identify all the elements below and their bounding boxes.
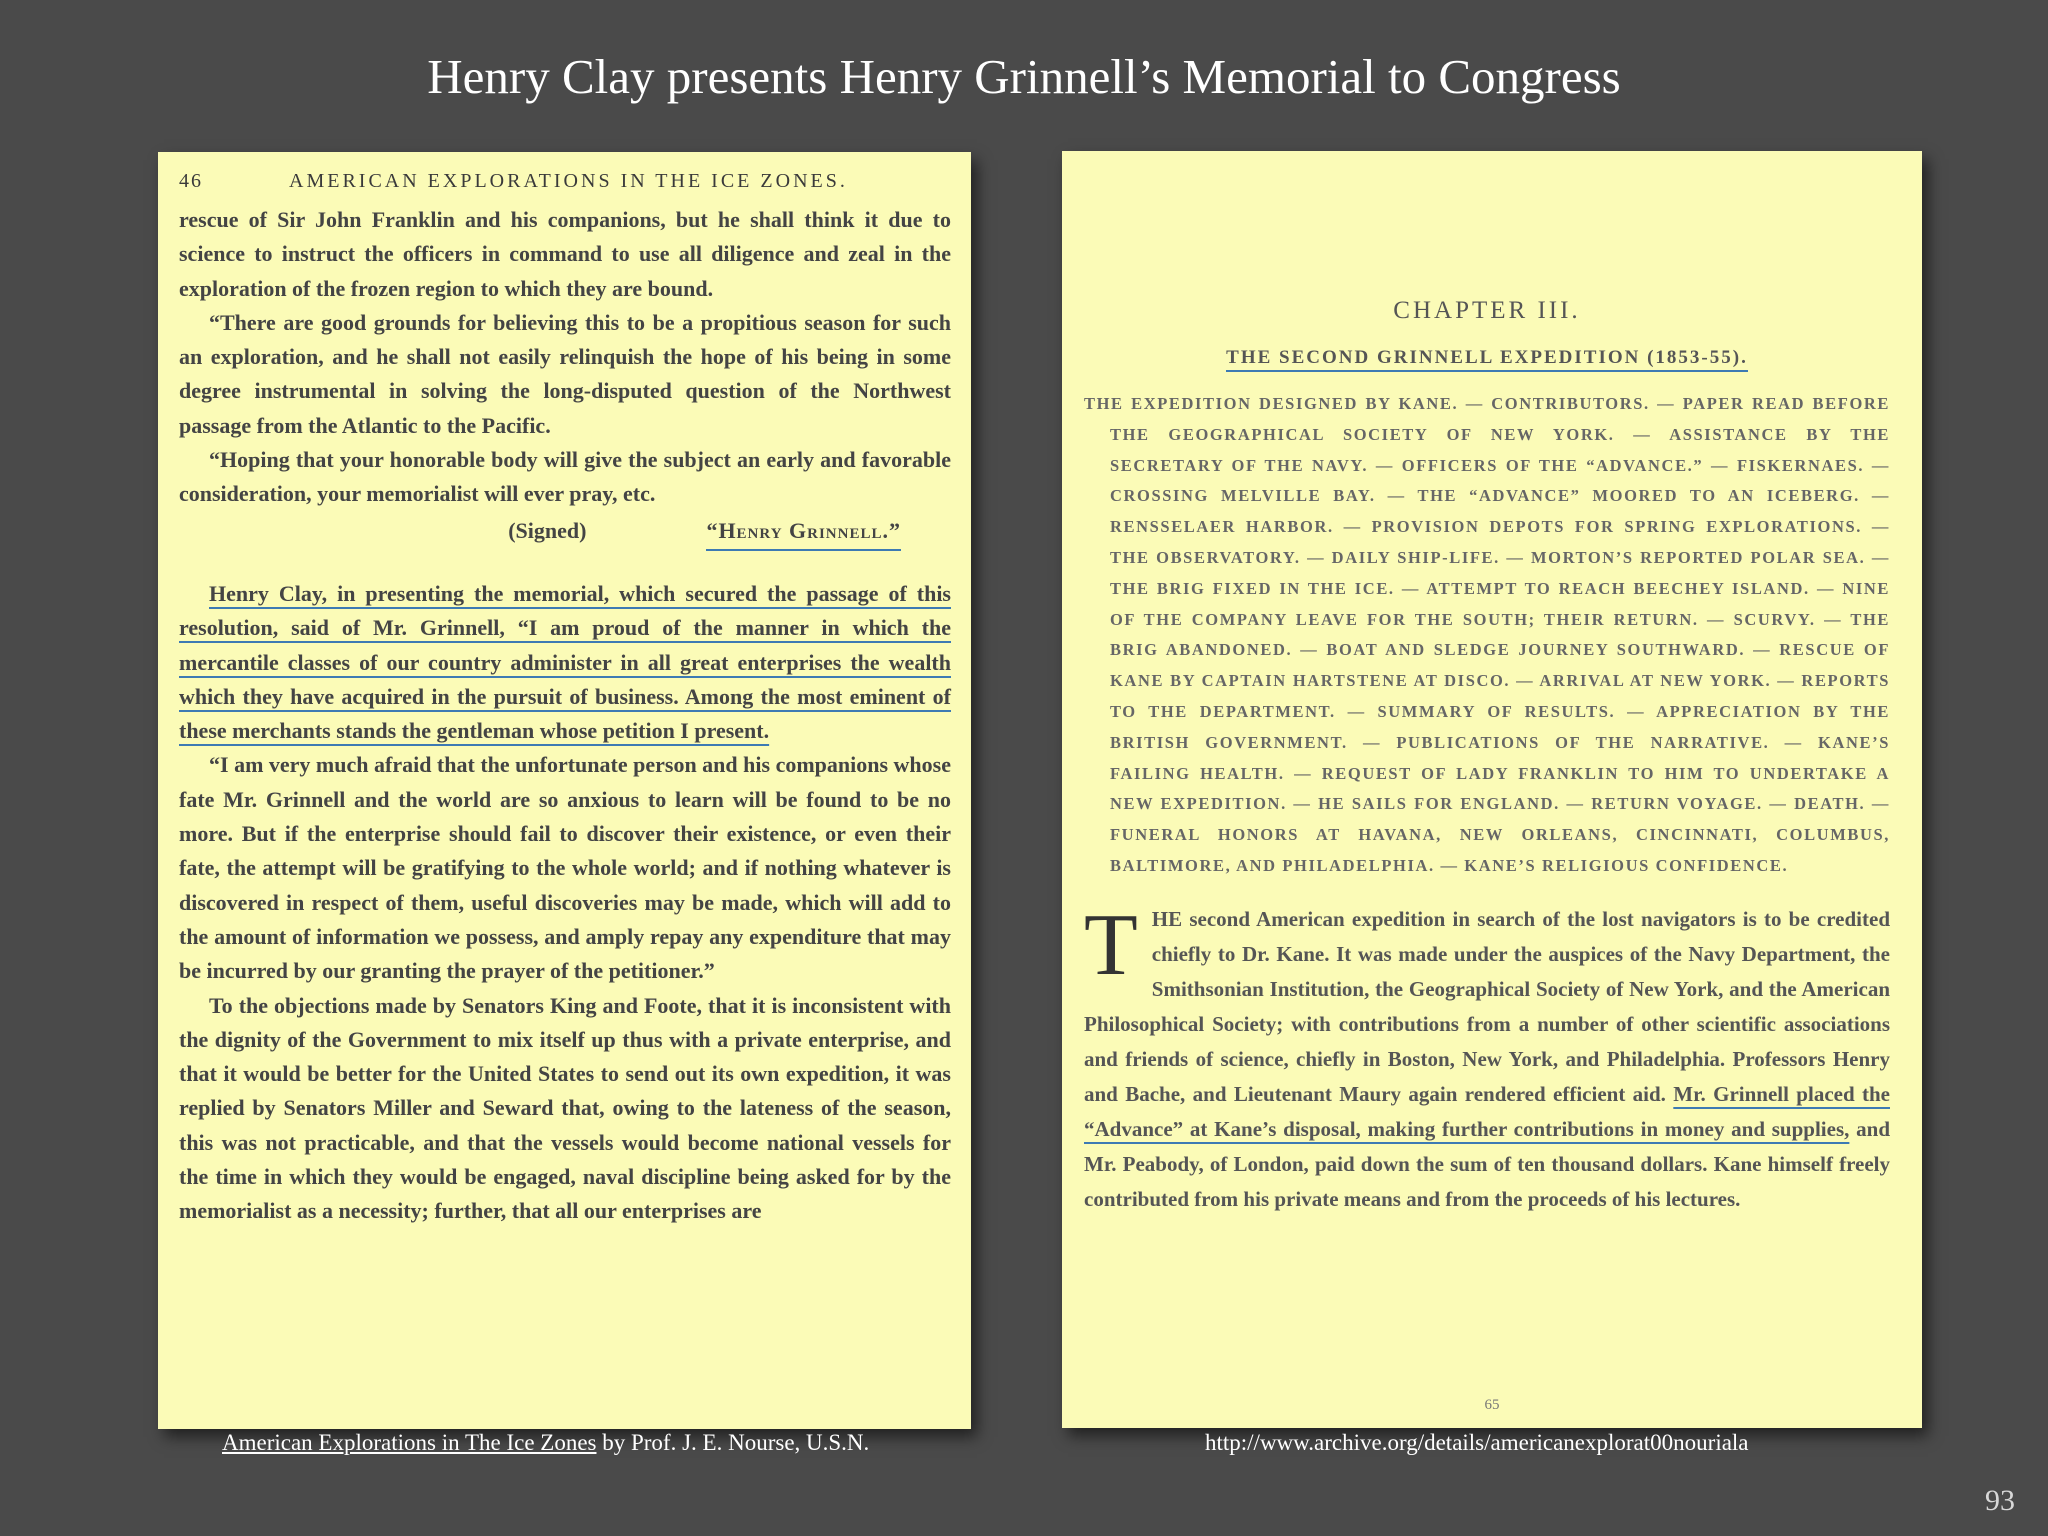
body-text-end: and Mr. Peabody, of London, paid down the sum of ten thousand dollars. Kane himself freely contributed from his private means and from the proceeds of his lectures. — [1084, 1116, 1890, 1211]
paragraph: To the objections made by Senators King and Foote, that it is inconsistent with the dignity of the Government to mix itself up thus with a private enterprise, and that it would be better for the United States to send out its own expedition, it was replied by Senators Miller and Seward that, owing to the lateness of the season, this was not practicable, and that the vessels would become national vessels for the time in which they would be engaged, naval discipline being asked for by the memorialist as a necessity; further, that all our enterprises are — [179, 992, 951, 1224]
signed-name: “Henry Grinnell.” — [706, 514, 901, 551]
chapter-body — [1084, 896, 1890, 1217]
left-caption — [222, 1430, 869, 1456]
paragraph: “There are good grounds for believing this to be a propitious season for such an exploration, and he shall not easily relinquish the hope of his being in some degree instrumental in solving the long-disputed question of the Northwest passage from the Atlantic to the Pacific. — [179, 309, 951, 438]
left-book-page — [158, 152, 971, 1429]
paragraph: “Hoping that your honorable body will give the subject an early and favorable consideration, your memorialist will ever pray, etc. — [179, 447, 951, 507]
underlined-quote: Henry Clay, in presenting the memorial, which secured the passage of this resolution, said of Mr. Grinnell, “I am proud of the manner in which the mercantile classes of our country administer in all great enterprises the wealth which they have acquired in the pursuit of business. Among the most eminent of these merchants stands the gentleman whose petition I present. — [179, 580, 951, 744]
chapter-summary: THE EXPEDITION DESIGNED BY KANE. — CONTRIBUTORS. — PAPER READ BEFORE THE GEOGRAPHICAL SOCIETY OF NEW YORK. — ASSISTANCE BY THE SECRETARY OF THE NAVY. — OFFICERS OF THE “ADVANCE.” — FISKERNAES. — CROSSING MELVILLE BAY. — THE “ADVANCE” MOORED TO AN ICEBERG. — RENSSELAER HARBOR. — PROVISION DEPOTS FOR SPRING EXPLORATIONS. — THE OBSERVATORY. — DAILY SHIP-LIFE. — MORTON’S REPORTED POLAR SEA. — THE BRIG FIXED IN THE ICE. — ATTEMPT TO REACH BEECHEY ISLAND. — NINE OF THE COMPANY LEAVE FOR THE SOUTH; THEIR RETURN. — SCURVY. — THE BRIG ABANDONED. — BOAT AND SLEDGE JOURNEY SOUTHWARD. — RESCUE OF KANE BY CAPTAIN HARTSTENE AT DISCO. — ARRIVAL AT NEW YORK. — REPORTS TO THE DEPARTMENT. — SUMMARY OF RESULTS. — APPRECIATION BY THE BRITISH GOVERNMENT. — PUBLICATIONS OF THE NARRATIVE. — KANE’S FAILING HEALTH. — REQUEST OF LADY FRANKLIN TO HIM TO UNDERTAKE A NEW EXPEDITION. — HE SAILS FOR ENGLAND. — RETURN VOYAGE. — DEATH. — FUNERAL HONORS AT HAVANA, NEW ORLEANS, CINCINNATI, COLUMBUS, BALTIMORE, AND PHILADELPHIA. — KANE’S RELIGIOUS CONFIDENCE. — [1084, 394, 1890, 875]
page-footer-number: 65 — [1484, 1397, 1500, 1413]
book-title-link[interactable]: American Explorations in The Ice Zones — [222, 1430, 597, 1455]
signed-label: (Signed) — [508, 517, 587, 543]
chapter-heading: CHAPTER III. — [1393, 297, 1581, 324]
paragraph: “I am very much afraid that the unfortunate person and his companions whose fate Mr. Grinnell and the world are so anxious to learn will be found to be no more. But if the enterprise should fail to discover their existence, or even their fate, the attempt will be gratifying to the whole world; and if nothing whatever is discovered in respect of them, useful discoveries may be made, which will add to the amount of information we possess, and amply repay any expenditure that may be incurred by our granting the prayer of the petitioner.” — [179, 752, 951, 984]
slide-title: Henry Clay presents Henry Grinnell’s Memorial to Congress — [427, 49, 1621, 104]
drop-cap: T — [1084, 896, 1138, 994]
running-head-title: AMERICAN EXPLORATIONS IN THE ICE ZONES. — [289, 170, 848, 192]
author-credit: by Prof. J. E. Nourse, U.S.N. — [596, 1430, 870, 1455]
chapter-subtitle-text: THE SECOND GRINNELL EXPEDITION (1853-55). — [1226, 347, 1748, 372]
running-head — [179, 170, 951, 193]
slide-number: 93 — [1985, 1484, 2015, 1517]
left-page-body — [179, 203, 951, 1229]
right-book-page — [1062, 151, 1922, 1428]
highlighted-paragraph — [179, 577, 951, 748]
source-url[interactable]: http://www.archive.org/details/americanexplorat00nouriala — [1205, 1430, 1749, 1455]
body-text-start: HE second American expedition in search of the lost navigators is to be credited chiefly to Dr. Kane. It was made under the auspices of the Navy Department, the Smithsonian Institution, the Geographical Society of New York, and the American Philosophical Society; with contributions from a number of other scientific associations and friends of science, chiefly in Boston, New York, and Philadelphia. Professors Henry and Bache, and Lieutenant Maury again rendered efficient aid. — [1084, 906, 1890, 1106]
underlined-passage: Mr. Grinnell placed the “Advance” at Kane’s disposal, making further contributions in money and supplies, — [1084, 1081, 1890, 1141]
signature-line — [179, 514, 951, 551]
paragraph: rescue of Sir John Franklin and his companions, but he shall think it due to science to instruct the officers in command to use all diligence and zeal in the exploration of the frozen region to which they are bound. — [179, 207, 951, 301]
chapter-subtitle — [1084, 347, 1890, 369]
page-number: 46 — [179, 170, 203, 192]
